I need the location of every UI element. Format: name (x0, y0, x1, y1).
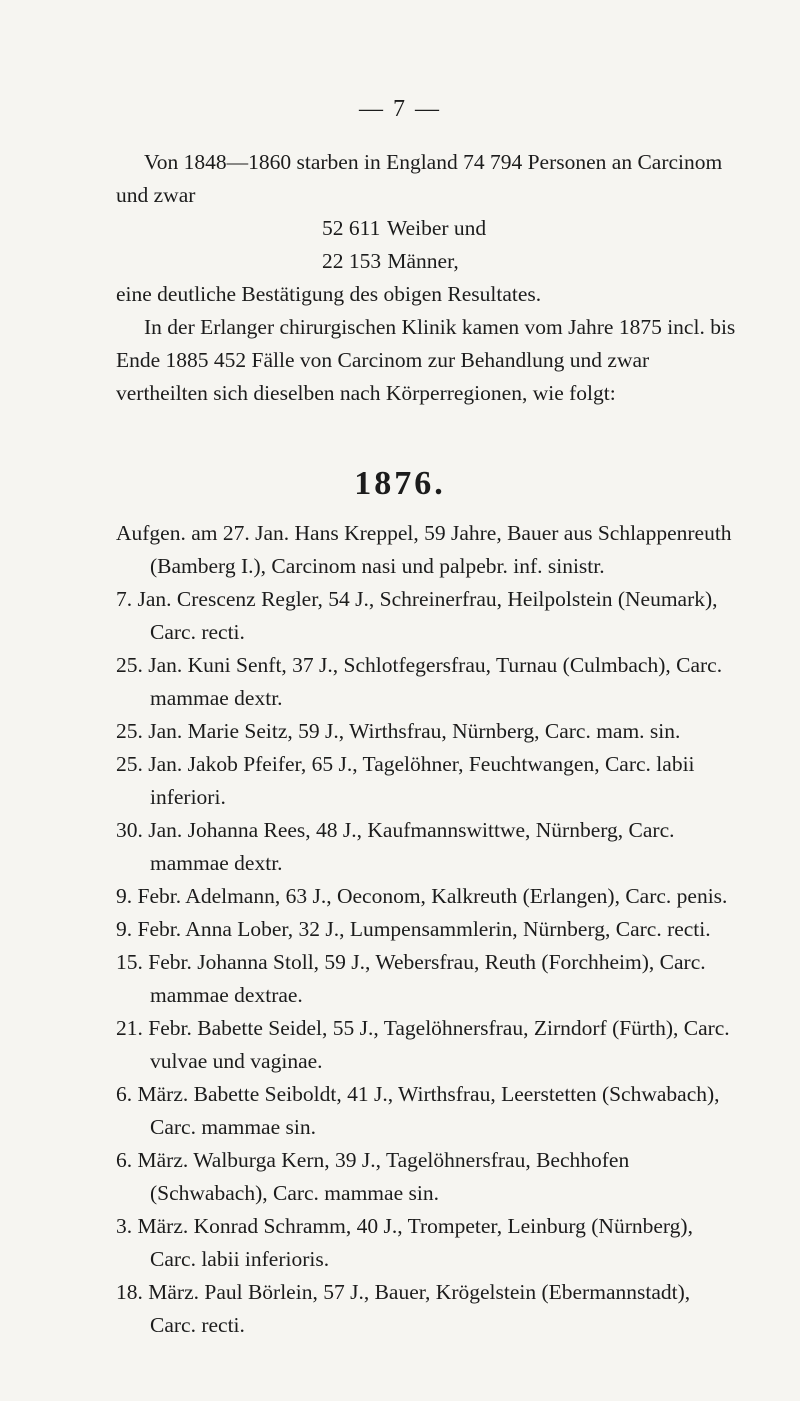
stat-women (322, 212, 736, 245)
year-heading: 1876. (354, 465, 446, 502)
case-entry: 3. März. Konrad Schramm, 40 J., Trompeter, Leinburg (Nürnberg), Carc. labii inferioris. (116, 1214, 693, 1271)
intro-paragraph: Von 1848—1860 starben in England 74 794 Personen an Carcinom und zwar (116, 150, 723, 207)
case-entry: 25. Jan. Marie Seitz, 59 J., Wirthsfrau, Nürnberg, Carc. mam. sin. (116, 719, 681, 743)
case-entry: 7. Jan. Crescenz Regler, 54 J., Schreinerfrau, Heilpolstein (Neumark), Carc. recti. (116, 587, 718, 644)
case-entry: 6. März. Babette Seiboldt, 41 J., Wirthsfrau, Leerstetten (Schwabach), Carc. mammae sin. (116, 1082, 720, 1139)
case-entry: 30. Jan. Johanna Rees, 48 J., Kaufmannswittwe, Nürnberg, Carc. mammae dextr. (116, 818, 675, 875)
stat-number: 22 153 (322, 249, 382, 273)
stat-men (322, 245, 736, 278)
case-entry: 6. März. Walburga Kern, 39 J., Tagelöhnersfrau, Bechhofen (Schwabach), Carc. mammae sin. (116, 1148, 630, 1205)
stat-label: Weiber und (387, 216, 487, 240)
case-entry: 9. Febr. Anna Lober, 32 J., Lumpensammlerin, Nürnberg, Carc. recti. (116, 917, 711, 941)
confirmation-paragraph: eine deutliche Bestätigung des obigen Resultates. (116, 282, 542, 306)
intro-section (116, 146, 736, 410)
clinic-paragraph: In der Erlanger chirurgischen Klinik kamen vom Jahre 1875 incl. bis Ende 1885 452 Fälle von Carcinom zur Behandlung und zwar vertheilten sich dieselben nach Körperregionen, wie folgt: (116, 315, 736, 405)
case-entry: 15. Febr. Johanna Stoll, 59 J., Webersfrau, Reuth (Forchheim), Carc. mammae dextrae. (116, 950, 706, 1007)
stat-label: Männer, (387, 249, 459, 273)
case-entry: 18. März. Paul Börlein, 57 J., Bauer, Krögelstein (Ebermannstadt), Carc. recti. (116, 1280, 691, 1337)
case-entry: 25. Jan. Kuni Senft, 37 J., Schlotfegersfrau, Turnau (Culmbach), Carc. mammae dextr. (116, 653, 723, 710)
case-entry: 9. Febr. Adelmann, 63 J., Oeconom, Kalkreuth (Erlangen), Carc. penis. (116, 884, 728, 908)
page-number: — 7 — (359, 96, 441, 122)
case-entry: Aufgen. am 27. Jan. Hans Kreppel, 59 Jahre, Bauer aus Schlappenreuth (Bamberg I.), Carcinom nasi und palpebr. inf. sinistr. (116, 521, 732, 578)
case-entry: 21. Febr. Babette Seidel, 55 J., Tagelöhnersfrau, Zirndorf (Fürth), Carc. vulvae und vaginae. (116, 1016, 730, 1073)
mortality-stats (116, 212, 736, 278)
case-list (116, 517, 736, 1342)
case-entry: 25. Jan. Jakob Pfeifer, 65 J., Tagelöhner, Feuchtwangen, Carc. labii inferiori. (116, 752, 695, 809)
stat-number: 52 611 (322, 216, 381, 240)
